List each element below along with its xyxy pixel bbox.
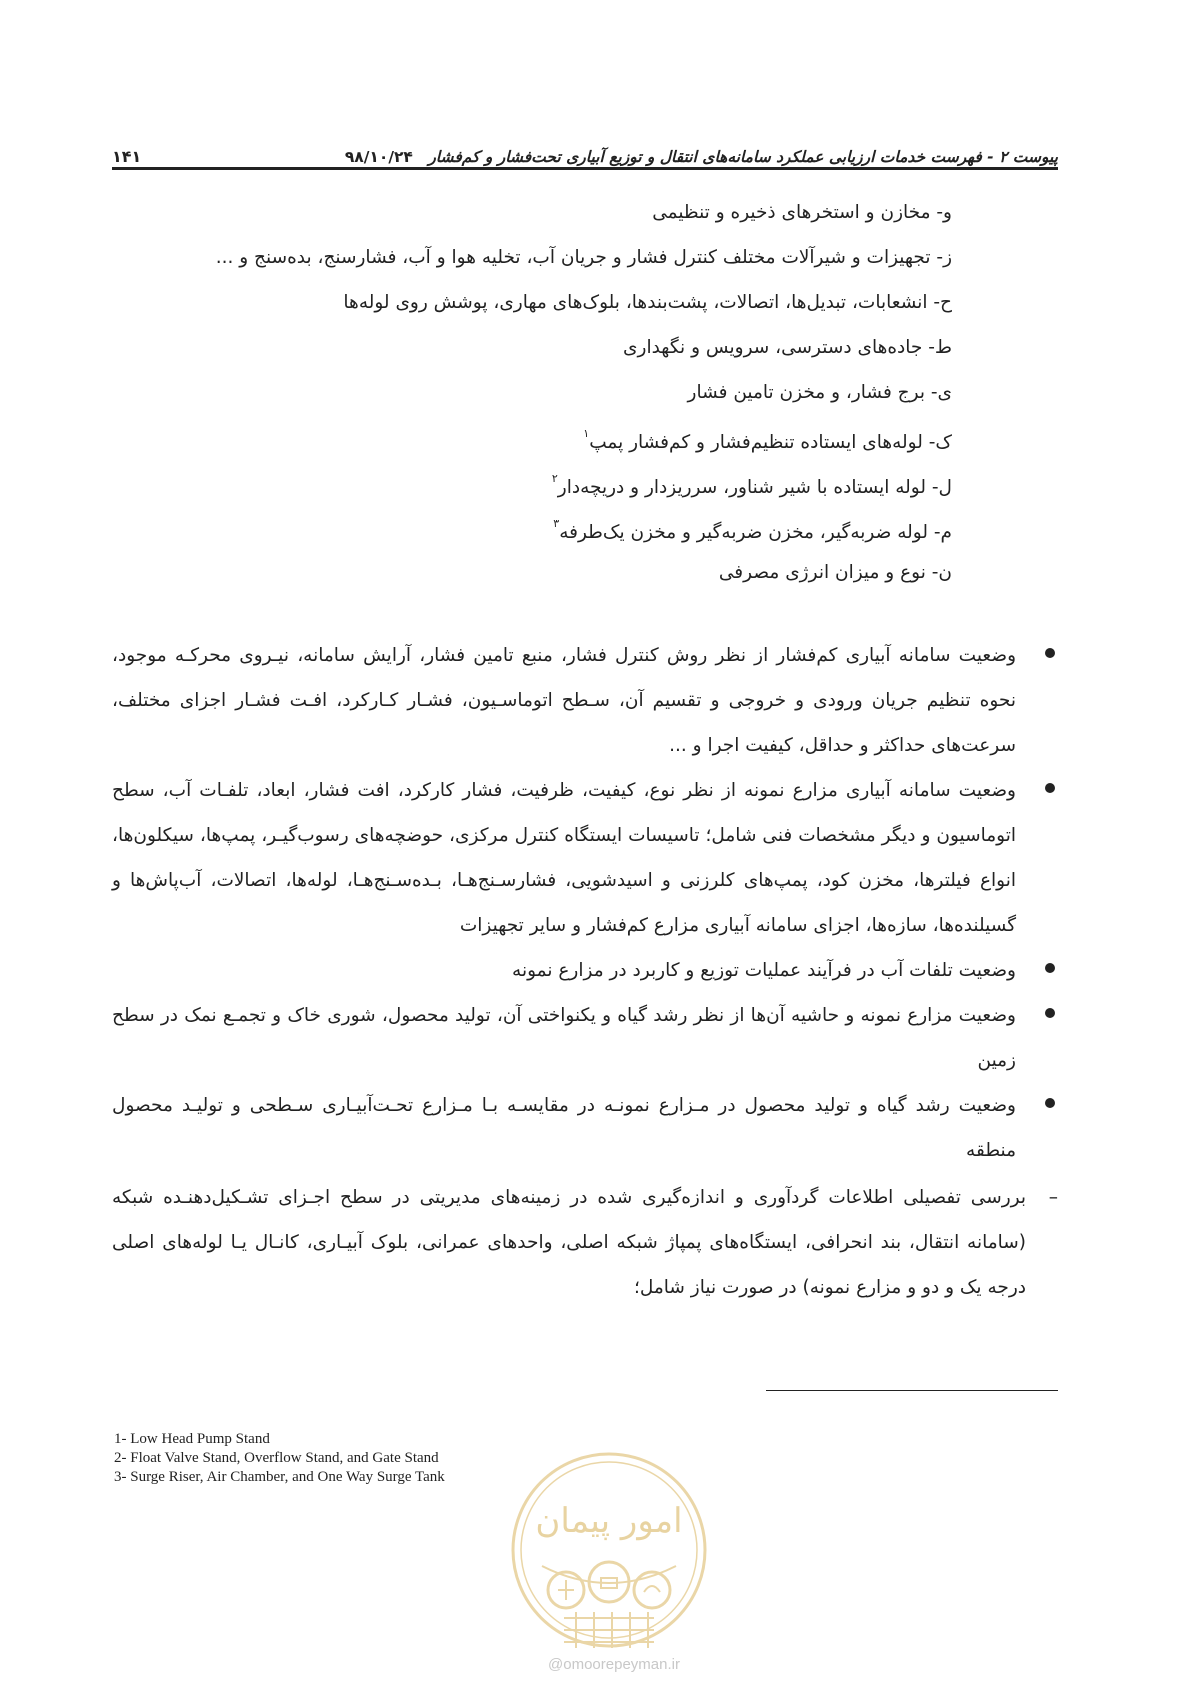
bullet-icon <box>1045 1098 1055 1108</box>
watermark-url: @omoorepeyman.ir <box>548 1656 680 1673</box>
bullet-icon <box>1045 1008 1055 1018</box>
bullet-item <box>112 633 1058 768</box>
footnotes <box>114 1430 445 1487</box>
stamp-text: امور پیمان <box>535 1501 683 1541</box>
bullet-text: وضعیت تلفات آب در فرآیند عملیات توزیع و کاربرد در مزارع نمونه <box>512 960 1016 981</box>
sub-item <box>216 460 952 505</box>
dash-text: بررسی تفصیلی اطلاعات گردآوری و اندازه‌گیری شده در زمینه‌های مدیریتی در سطح اجـزای تشـکیل‌دهنـده شبکه (سامانه انتقال، بند انحرافی، ایستگاه‌های پمپاژ شبکه اصلی، واحدهای عمرانی، بلوک آبیـاری، کانـال یـا لوله‌های اصلی درجه یک و دو و مزارع نمونه) در صورت نیاز شامل؛ <box>112 1187 1026 1298</box>
page-header <box>112 128 1058 166</box>
header-title <box>345 148 1058 166</box>
header-rule <box>112 167 1058 170</box>
footnote-ref[interactable]: ۱ <box>583 427 590 440</box>
footnote-1: 1- Low Head Pump Stand <box>114 1431 270 1447</box>
bullet-text: وضعیت رشد گیاه و تولید محصول در مـزارع نمونـه در مقایسـه بـا مـزارع تحـت‌آبیـاری سـطحی و تولیـد محصول منطقه <box>112 1095 1016 1161</box>
sub-item-text: ح- انشعابات، تبدیل‌ها، اتصالات، پشت‌بندها، بلوک‌های مهاری، پوشش روی لوله‌ها <box>343 292 952 313</box>
bullet-text: وضعیت مزارع نمونه و حاشیه آن‌ها از نظر رشد گیاه و یکنواختی آن، تولید محصول، شوری خاک و تجمـع نمک در سطح زمین <box>112 1005 1016 1071</box>
bullet-item <box>112 768 1058 948</box>
sub-item-text: ن- نوع و میزان انرژی مصرفی <box>718 562 952 583</box>
footnote-2: 2- Float Valve Stand, Overflow Stand, and Gate Stand <box>114 1450 439 1466</box>
dash-icon: – <box>1048 1187 1058 1208</box>
sub-item <box>216 235 952 280</box>
footnote-ref[interactable]: ۲ <box>551 472 558 485</box>
sub-item-text: ی- برج فشار، و مخزن تامین فشار <box>687 382 952 403</box>
bullet-text: وضعیت سامانه آبیاری کم‌فشار از نظر روش کنترل فشار، منبع تامین فشار، آرایش سامانه، نیـروی محرکـه موجود، نحوه تنظیم جریان ورودی و خروجی و تقسیم آن، سـطح اتوماسـیون، فشـار کـارکرد، افـت فشـار اجزای مختلف، سرعت‌های حداکثر و حداقل، کیفیت اجرا و ... <box>112 645 1016 756</box>
sub-item <box>216 325 952 370</box>
header-title-text: پیوست ۲ - فهرست خدمات ارزیابی عملکرد سامانه‌های انتقال و توزیع آبیاری تحت‌فشار و کم‌فشار <box>428 148 1058 166</box>
footnote-ref[interactable]: ۳ <box>553 517 560 530</box>
sub-item <box>216 370 952 415</box>
bullet-icon <box>1045 648 1055 658</box>
bullet-item <box>112 1083 1058 1173</box>
sub-item-text: م- لوله ضربه‌گیر، مخزن ضربه‌گیر و مخزن یک‌طرفه <box>559 522 952 544</box>
sub-item-text: ز- تجهیزات و شیرآلات مختلف کنترل فشار و جریان آب، تخلیه هوا و آب، فشارسنج، بده‌سنج و ... <box>215 247 952 268</box>
sub-item-list <box>216 190 952 595</box>
bullet-icon <box>1045 963 1055 973</box>
sub-item-text: ک- لوله‌های ایستاده تنظیم‌فشار و کم‌فشار پمپ <box>589 432 952 454</box>
footnote-rule <box>766 1390 1058 1391</box>
sub-item <box>216 550 952 595</box>
sub-item <box>216 190 952 235</box>
bullet-text: وضعیت سامانه آبیاری مزارع نمونه از نظر نوع، کیفیت، ظرفیت، فشار کارکرد، افت فشار، ابعاد، تلفـات آب، سطح اتوماسیون و دیگر مشخصات فنی شامل؛ تاسیسات ایستگاه کنترل مرکزی، حوضچه‌های رسوب‌گیـر، پمپ‌ها، سیکلون‌ها، انواع فیلترها، مخزن کود، پمپ‌های کلرزنی و اسیدشویی، فشارسـنج‌هـا، بـده‌سـنج‌هـا، لوله‌ها، اتصالات، آب‌پاش‌ها و گسیلنده‌ها، سازه‌ها، اجزای سامانه آبیاری مزارع کم‌فشار و سایر تجهیزات <box>112 780 1016 936</box>
bullet-item <box>112 993 1058 1083</box>
sub-item-text: و- مخازن و استخرهای ذخیره و تنظیمی <box>652 202 952 223</box>
sub-item <box>216 505 952 550</box>
stamp-logo-icon <box>504 1440 714 1670</box>
sub-item-text: ل- لوله ایستاده با شیر شناور، سرریزدار و دریچه‌دار <box>557 477 952 499</box>
bullet-icon <box>1045 783 1055 793</box>
header-date: ۹۸/۱۰/۲۴ <box>344 148 413 166</box>
bullet-item <box>112 948 1058 993</box>
bullet-list <box>112 633 1058 1310</box>
sub-item <box>216 280 952 325</box>
page-number: ۱۴۱ <box>112 147 142 166</box>
dash-item <box>112 1175 1058 1310</box>
sub-item <box>216 415 952 460</box>
footnote-3: 3- Surge Riser, Air Chamber, and One Way Surge Tank <box>114 1469 445 1485</box>
sub-item-text: ط- جاده‌های دسترسی، سرویس و نگهداری <box>623 337 952 358</box>
